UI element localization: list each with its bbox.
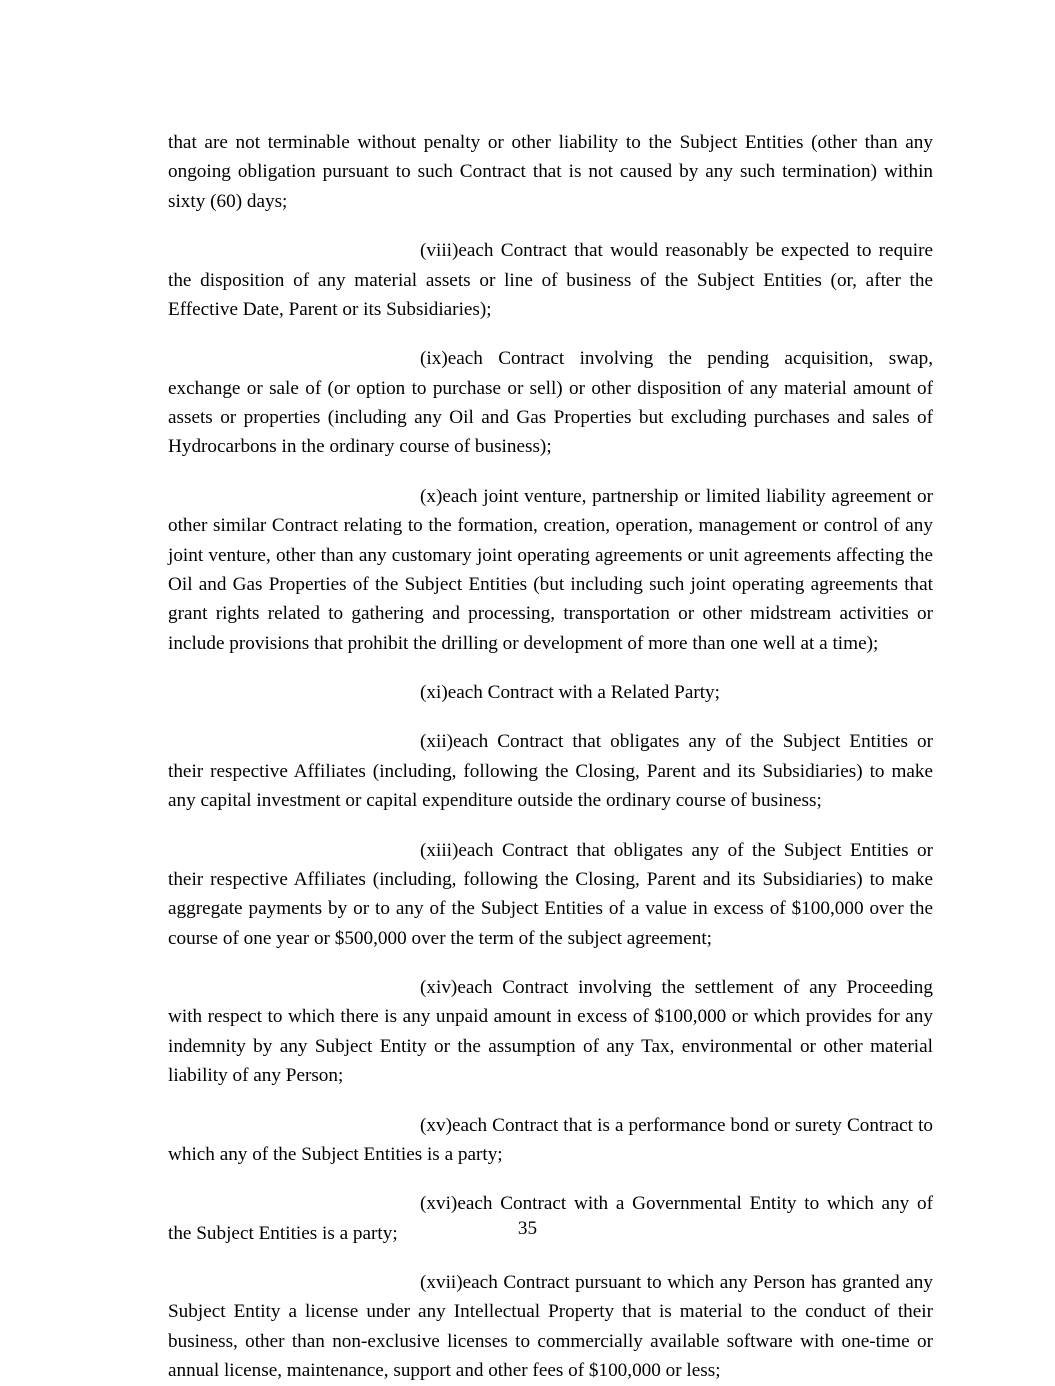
paragraph-text: each Contract that would reasonably be expected to require the disposition of any material assets or line of business of the Subject Entities (or, after the Effective Date, Parent or its Subsidiaries);	[168, 240, 933, 320]
paragraph-xvii	[168, 1268, 933, 1386]
list-marker: (ix)	[420, 348, 448, 370]
page-number: 35	[517, 1218, 538, 1239]
paragraph-xiv	[168, 973, 933, 1091]
list-marker: (xiii)	[420, 839, 459, 861]
paragraph-viii	[168, 236, 933, 324]
list-marker: (xi)	[420, 682, 448, 703]
list-marker: (xvi)	[420, 1193, 458, 1215]
paragraph-text: each joint venture, partnership or limited liability agreement or other similar Contract relating to the formation, creation, operation, management or control of any joint venture, other than any customary joint operating agreements or unit agreements affecting the Oil and Gas Properties of the Subject Entities (but including such joint operating agreements that grant rights related to gathering and processing, transportation or other midstream activities or include provisions that prohibit the drilling or development of more than one well at a time);	[168, 485, 933, 654]
list-marker: (viii)	[420, 240, 459, 262]
paragraph-text: each Contract pursuant to which any Person has granted any Subject Entity a license under any Intellectual Property that is material to the conduct of their business, other than non-exclusive licenses to commercially available software with one-time or annual license, maintenance, support and other fees of $100,000 or less;	[168, 1272, 933, 1382]
paragraph-text: each Contract that obligates any of the Subject Entities or their respective Affiliates (including, following the Closing, Parent and its Subsidiaries) to make any capital investment or capital expenditure outside the ordinary course of business;	[168, 731, 933, 812]
paragraph-text: each Contract that obligates any of the Subject Entities or their respective Affiliates (including, following the Closing, Parent and its Subsidiaries) to make aggregate payments by or to any of the Subject Entities of a value in excess of $100,000 over the course of one year or $500,000 over the term of the subject agreement;	[168, 839, 933, 949]
list-marker: (xvii)	[420, 1272, 463, 1293]
paragraph-text: each Contract with a Governmental Entity to which any of the Subject Entities is a party;	[168, 1193, 933, 1244]
paragraph-xii	[168, 727, 933, 815]
list-marker: (xii)	[420, 731, 454, 753]
paragraph-xi	[168, 678, 933, 707]
paragraph-xiii	[168, 836, 933, 954]
paragraph-text: each Contract involving the pending acquisition, swap, exchange or sale of (or option to purchase or sell) or other disposition of any material amount of assets or properties (including any Oil and Gas Properties but excluding purchases and sales of Hydrocarbons in the ordinary course of business);	[168, 348, 933, 458]
list-marker: (xv)	[420, 1114, 452, 1136]
document-body	[168, 128, 933, 1386]
list-marker: (x)	[420, 485, 443, 507]
list-marker: (xiv)	[420, 977, 458, 998]
paragraph-text: each Contract involving the settlement of any Proceeding with respect to which there is any unpaid amount in excess of $100,000 or which provides for any indemnity by any Subject Entity or the assumption of any Tax, environmental or other material liability of any Person;	[168, 977, 933, 1087]
paragraph-continuation	[168, 128, 933, 216]
paragraph-text: that are not terminable without penalty or other liability to the Subject Entities (other than any ongoing obligation pursuant to such Contract that is not caused by any such termination) within sixty (60) days;	[168, 132, 933, 212]
paragraph-xv	[168, 1111, 933, 1170]
paragraph-x	[168, 482, 933, 658]
paragraph-text: each Contract that is a performance bond or surety Contract to which any of the Subject Entities is a party;	[168, 1114, 933, 1165]
paragraph-text: each Contract with a Related Party;	[447, 682, 720, 703]
paragraph-ix	[168, 344, 933, 462]
